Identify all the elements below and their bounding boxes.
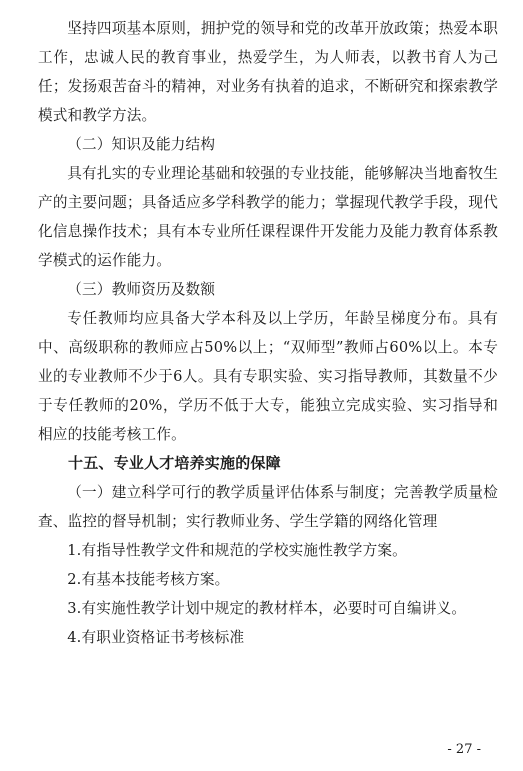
page-number: - 27 - <box>447 742 481 757</box>
principles-paragraph: 坚持四项基本原则，拥护党的领导和党的改革开放政策；热爱本职工作，忠诚人民的教育事业，热爱学生，为人师表，以教书育人为己任；发扬艰苦奋斗的精神，对业务有执着的追求，不断研究和探索教学模式和教学方法。 <box>38 20 498 124</box>
qualification-paragraph: 专任教师均应具备大学本科及以上学历，年龄呈梯度分布。具有中、高级职称的教师应占50%以上；“双师型”教师占60%以上。本专业的专业教师不少于6人。具有专职实验、实习指导教师，其数量不少于专任教师的20%，学历不低于大专，能独立完成实验、实习指导和相应的技能考核工作。 <box>38 310 498 443</box>
list-item-3: 3.有实施性教学计划中规定的教材样本，必要时可自编讲义。 <box>67 600 467 617</box>
knowledge-paragraph: 具有扎实的专业理论基础和较强的专业技能，能够解决当地畜牧生产的主要问题；具备适应多学科教学的能力；掌握现代教学手段，现代化信息操作技术；具有本专业所任课程课件开发能力及能力教育体系教学模式的运作能力。 <box>38 165 498 269</box>
document-body <box>38 14 498 652</box>
list-item-2: 2.有基本技能考核方案。 <box>67 571 230 588</box>
section-2-title: （二）知识及能力结构 <box>67 136 216 153</box>
list-item-1: 1.有指导性教学文件和规范的学校实施性教学方案。 <box>67 542 407 559</box>
quality-system-paragraph: （一）建立科学可行的教学质量评估体系与制度；完善教学质量检查、监控的督导机制；实行教师业务、学生学籍的网络化管理 <box>38 484 498 530</box>
list-item-4: 4.有职业资格证书考核标准 <box>67 629 245 646</box>
section-3-title: （三）教师资历及数额 <box>67 281 216 298</box>
chapter-15-heading: 十五、专业人才培养实施的保障 <box>68 454 281 472</box>
